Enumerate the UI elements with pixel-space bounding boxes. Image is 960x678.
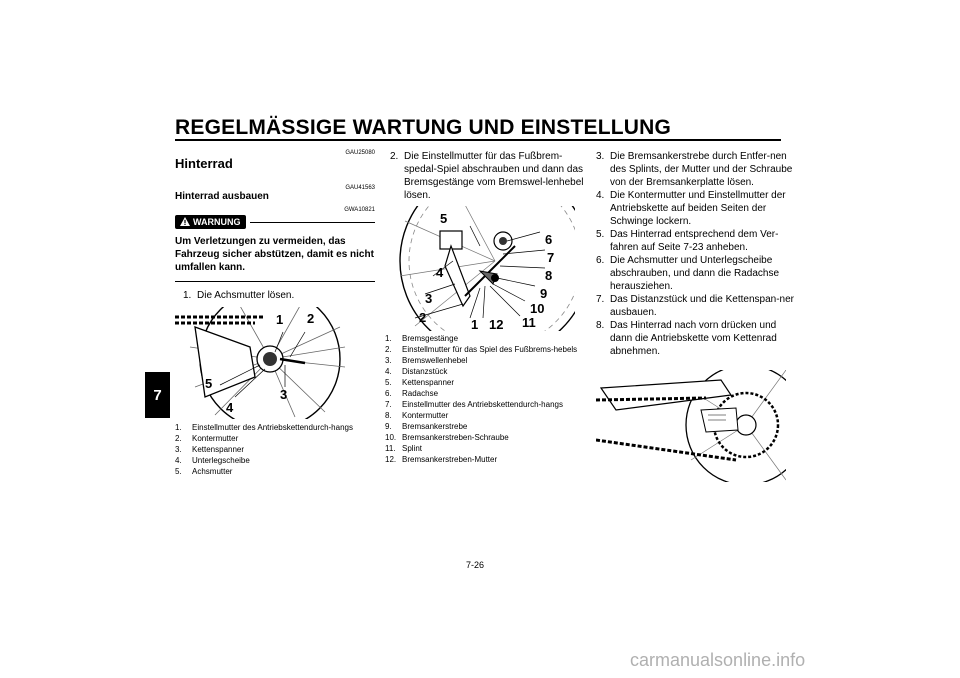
figure-chain-removal	[596, 370, 786, 482]
step-text: Das Distanzstück und die Kettenspan-ner ausbauen.	[610, 294, 794, 318]
figure-legend	[385, 333, 585, 465]
legend-text: Splint	[402, 444, 423, 453]
step-item	[596, 189, 796, 228]
legend-item	[175, 444, 375, 455]
legend-text: Einstellmutter für das Spiel des Fußbrems-hebels	[402, 345, 578, 354]
legend-number: 1.	[175, 423, 182, 432]
legend-number: 9.	[385, 422, 392, 431]
legend-number: 4.	[385, 367, 392, 376]
step-text: Das Hinterrad nach vorn drücken und dann die Antriebskette vom Kettenrad abnehmen.	[610, 320, 777, 357]
legend-number: 6.	[385, 389, 392, 398]
step-number: 5.	[596, 229, 605, 240]
callout-11: 11	[522, 315, 536, 330]
warning-triangle-icon	[180, 217, 190, 228]
step-number: 4.	[596, 190, 605, 201]
legend-text: Bremsankerstreben-Mutter	[402, 455, 498, 464]
section-code: GAU25080	[345, 150, 375, 156]
callout-3: 3	[280, 387, 288, 402]
legend-text: Einstellmutter des Antriebskettendurch-hangs	[192, 423, 353, 432]
legend-item	[385, 443, 585, 454]
figure-legend	[175, 422, 375, 477]
callout-1: 1	[471, 317, 479, 331]
warning-text: Um Verletzungen zu vermeiden, das Fahrzeug sicher abstützen, damit es nicht umfallen kann.	[175, 236, 374, 273]
warning-badge	[175, 215, 246, 229]
callout-6: 6	[545, 232, 553, 247]
legend-text: Distanzstück	[402, 367, 448, 376]
callout-4: 4	[226, 400, 234, 415]
column-left	[175, 150, 375, 477]
callout-7: 7	[547, 250, 555, 265]
legend-text: Bremsankerstrebe	[402, 422, 468, 431]
callout-2: 2	[307, 311, 315, 326]
legend-text: Kettenspanner	[192, 445, 245, 454]
legend-text: Einstellmutter des Antriebskettendurch-hangs	[402, 400, 563, 409]
legend-number: 5.	[385, 378, 392, 387]
legend-item	[385, 399, 585, 410]
step-number: 6.	[596, 255, 605, 266]
legend-text: Bremsankerstreben-Schraube	[402, 433, 509, 442]
step-text: Die Achsmutter lösen.	[197, 290, 295, 301]
callout-12: 12	[489, 317, 504, 331]
warning-label: WARNUNG	[193, 217, 241, 227]
step-number: 1.	[183, 290, 192, 301]
legend-number: 8.	[385, 411, 392, 420]
warning-end-rule	[175, 281, 375, 282]
legend-text: Kettenspanner	[402, 378, 455, 387]
step-text: Die Einstellmutter für das Fußbrem-spedal-Spiel abschrauben und dann das Bremsgestänge vom Bremswel-lenhebel lösen.	[404, 151, 584, 201]
legend-item	[385, 377, 585, 388]
legend-item	[385, 355, 585, 366]
callout-5: 5	[440, 211, 448, 226]
legend-number: 11.	[385, 444, 396, 453]
legend-item	[175, 455, 375, 466]
legend-item	[385, 366, 585, 377]
legend-text: Achsmutter	[192, 467, 233, 476]
legend-number: 3.	[385, 356, 392, 365]
callout-4: 4	[436, 265, 444, 280]
step-number: 2.	[390, 151, 399, 162]
figure-axle-nut	[175, 307, 365, 419]
step-item	[596, 293, 796, 319]
step-number: 3.	[596, 151, 605, 162]
legend-item	[385, 432, 585, 443]
callout-2: 2	[419, 310, 427, 325]
title-rule	[175, 139, 781, 141]
legend-item	[385, 333, 585, 344]
subsection-heading: Hinterrad ausbauen	[175, 191, 269, 202]
column-right	[596, 150, 796, 482]
step-item	[175, 289, 375, 302]
step-item	[596, 319, 796, 358]
step-number: 8.	[596, 320, 605, 331]
step-item	[596, 254, 796, 293]
legend-item	[385, 454, 585, 465]
legend-text: Kontermutter	[192, 434, 239, 443]
legend-item	[175, 422, 375, 433]
step-text: Die Bremsankerstrebe durch Entfer-nen des Splints, der Mutter und der Schraube von der Bremsankerplatte lösen.	[610, 151, 793, 188]
legend-text: Kontermutter	[402, 411, 449, 420]
callout-8: 8	[545, 268, 553, 283]
step-text: Das Hinterrad entsprechend dem Ver-fahren auf Seite 7-23 anheben.	[610, 229, 779, 253]
step-item	[385, 150, 585, 202]
page-number: 7-26	[466, 560, 485, 570]
legend-number: 4.	[175, 456, 182, 465]
legend-number: 1.	[385, 334, 392, 343]
legend-text: Unterlegscheibe	[192, 456, 250, 465]
legend-item	[385, 388, 585, 399]
legend-text: Radachse	[402, 389, 439, 398]
legend-number: 5.	[175, 467, 182, 476]
warning-code: GWA10821	[344, 207, 375, 213]
chain-removal-illustration	[596, 370, 786, 482]
legend-number: 2.	[385, 345, 392, 354]
callout-3: 3	[425, 291, 433, 306]
legend-text: Bremsgestänge	[402, 334, 459, 343]
column-middle	[385, 150, 585, 465]
legend-item	[385, 410, 585, 421]
legend-item	[385, 421, 585, 432]
legend-item	[385, 344, 585, 355]
legend-number: 7.	[385, 400, 392, 409]
watermark: carmanualsonline.info	[630, 650, 806, 670]
legend-number: 12.	[385, 455, 397, 464]
callout-10: 10	[530, 301, 545, 316]
warning-line	[250, 222, 376, 223]
legend-number: 2.	[175, 434, 182, 443]
warning-header	[175, 215, 375, 229]
legend-text: Bremswellenhebel	[402, 356, 468, 365]
callout-9: 9	[540, 286, 548, 301]
legend-number: 3.	[175, 445, 182, 454]
chapter-tab: 7	[145, 372, 170, 418]
page-title: REGELMÄSSIGE WARTUNG UND EINSTELLUNG	[175, 116, 672, 139]
step-number: 7.	[596, 294, 605, 305]
figure-brake-linkage	[385, 206, 575, 331]
subsection-code: GAU41563	[345, 185, 375, 191]
legend-item	[175, 433, 375, 444]
rear-axle-illustration	[175, 307, 365, 419]
section-heading: Hinterrad	[175, 156, 233, 171]
step-item	[596, 150, 796, 189]
callout-1: 1	[276, 312, 284, 327]
legend-number: 10.	[385, 433, 397, 442]
step-item	[596, 228, 796, 254]
step-text: Die Kontermutter und Einstellmutter der Antriebskette auf beiden Seiten der Schwinge lockern.	[610, 190, 786, 227]
callout-5: 5	[205, 376, 213, 391]
legend-item	[175, 466, 375, 477]
step-text: Die Achsmutter und Unterlegscheibe abschrauben, und dann die Radachse herausziehen.	[610, 255, 780, 292]
